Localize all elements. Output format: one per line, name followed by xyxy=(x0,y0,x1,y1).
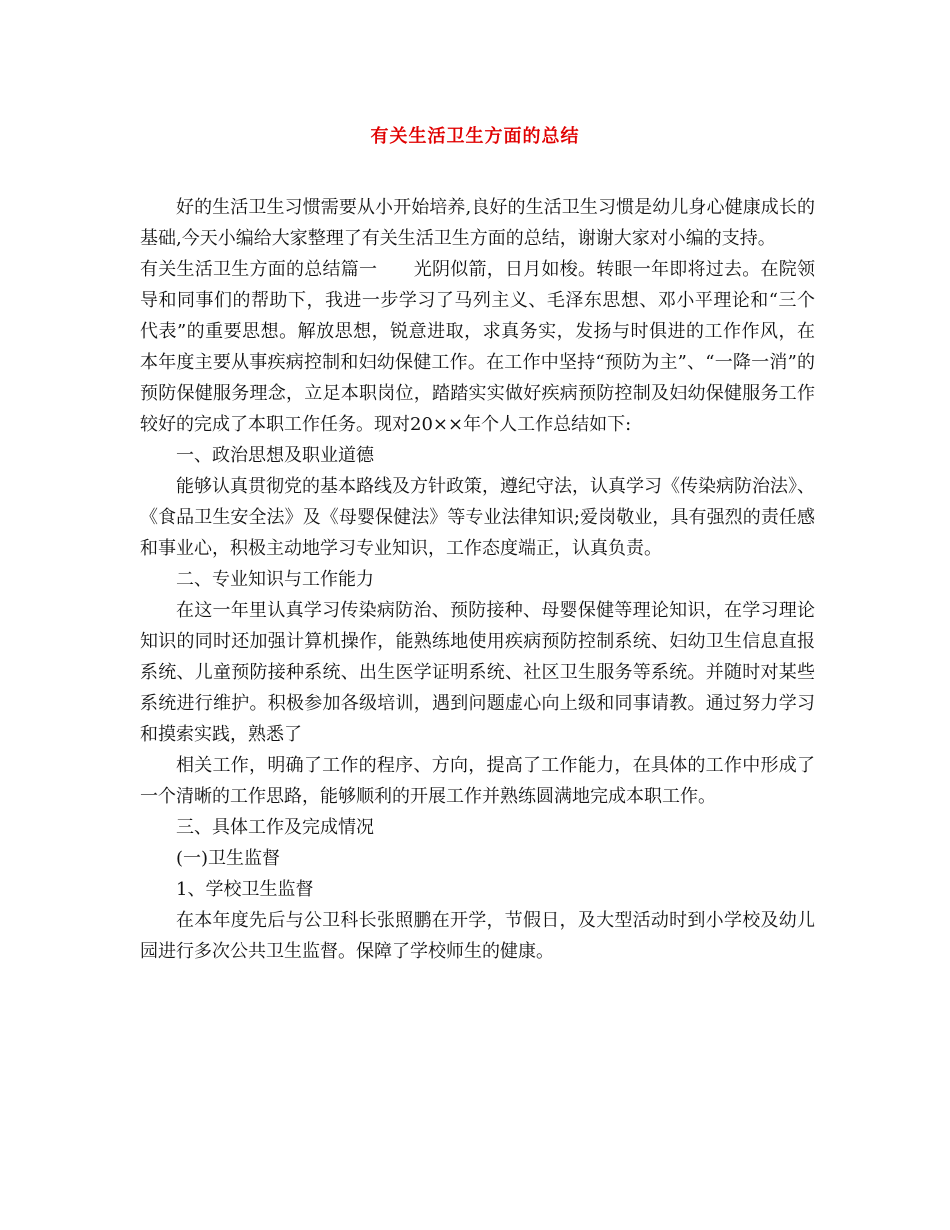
heading-political: 一、政治思想及职业道德 xyxy=(176,445,374,466)
school-supervision-paragraph: 在本年度先后与公卫科长张照鹏在开学，节假日，及大型活动时到小学校及幼儿园进行多次公共卫生监督。保障了学校师生的健康。 xyxy=(140,910,815,962)
political-paragraph: 能够认真贯彻党的基本路线及方针政策，遵纪守法，认真学习《传染病防治法》、《食品卫生安全法》及《母婴保健法》等专业法律知识;爱岗敬业，具有强烈的责任感和事业心，积极主动地学习专业知识，工作态度端正，认真负责。 xyxy=(140,476,815,559)
heading-professional: 二、专业知识与工作能力 xyxy=(176,569,374,590)
heading-specific-work: 三、具体工作及完成情况 xyxy=(176,817,374,838)
section-one-paragraph: 有关生活卫生方面的总结篇一 光阴似箭，日月如梭。转眼一年即将过去。在院领导和同事们的帮助下，我进一步学习了马列主义、毛泽东思想、邓小平理论和“三个代表”的重要思想。解放思想，锐意进取，求真务实，发扬与时俱进的工作作风，在本年度主要从事疾病控制和妇幼保健工作。在工作中坚持“预防为主”、“一降一消”的预防保健服务理念，立足本职岗位，踏踏实实做好疾病预防控制及妇幼保健服务工作较好的完成了本职工作任务。现对20××年个人工作总结如下: xyxy=(140,259,815,435)
document-title: 有关生活卫生方面的总结 xyxy=(370,126,580,147)
heading-health-supervision: (一)卫生监督 xyxy=(176,848,281,869)
heading-school-supervision: 1、学校卫生监督 xyxy=(176,879,314,900)
professional-paragraph-continued: 相关工作，明确了工作的程序、方向，提高了工作能力，在具体的工作中形成了一个清晰的工作思路，能够顺利的开展工作并熟练圆满地完成本职工作。 xyxy=(140,755,815,807)
intro-paragraph: 好的生活卫生习惯需要从小开始培养,良好的生活卫生习惯是幼儿身心健康成长的基础,今天小编给大家整理了有关生活卫生方面的总结，谢谢大家对小编的支持。 xyxy=(140,197,815,249)
professional-paragraph: 在这一年里认真学习传染病防治、预防接种、母婴保健等理论知识，在学习理论知识的同时还加强计算机操作，能熟练地使用疾病预防控制系统、妇幼卫生信息直报系统、儿童预防接种系统、出生医学证明系统、社区卫生服务等系统。并随时对某些系统进行维护。积极参加各级培训，遇到问题虚心向上级和同事请教。通过努力学习和摸索实践，熟悉了 xyxy=(140,600,815,745)
document-body xyxy=(140,192,815,967)
